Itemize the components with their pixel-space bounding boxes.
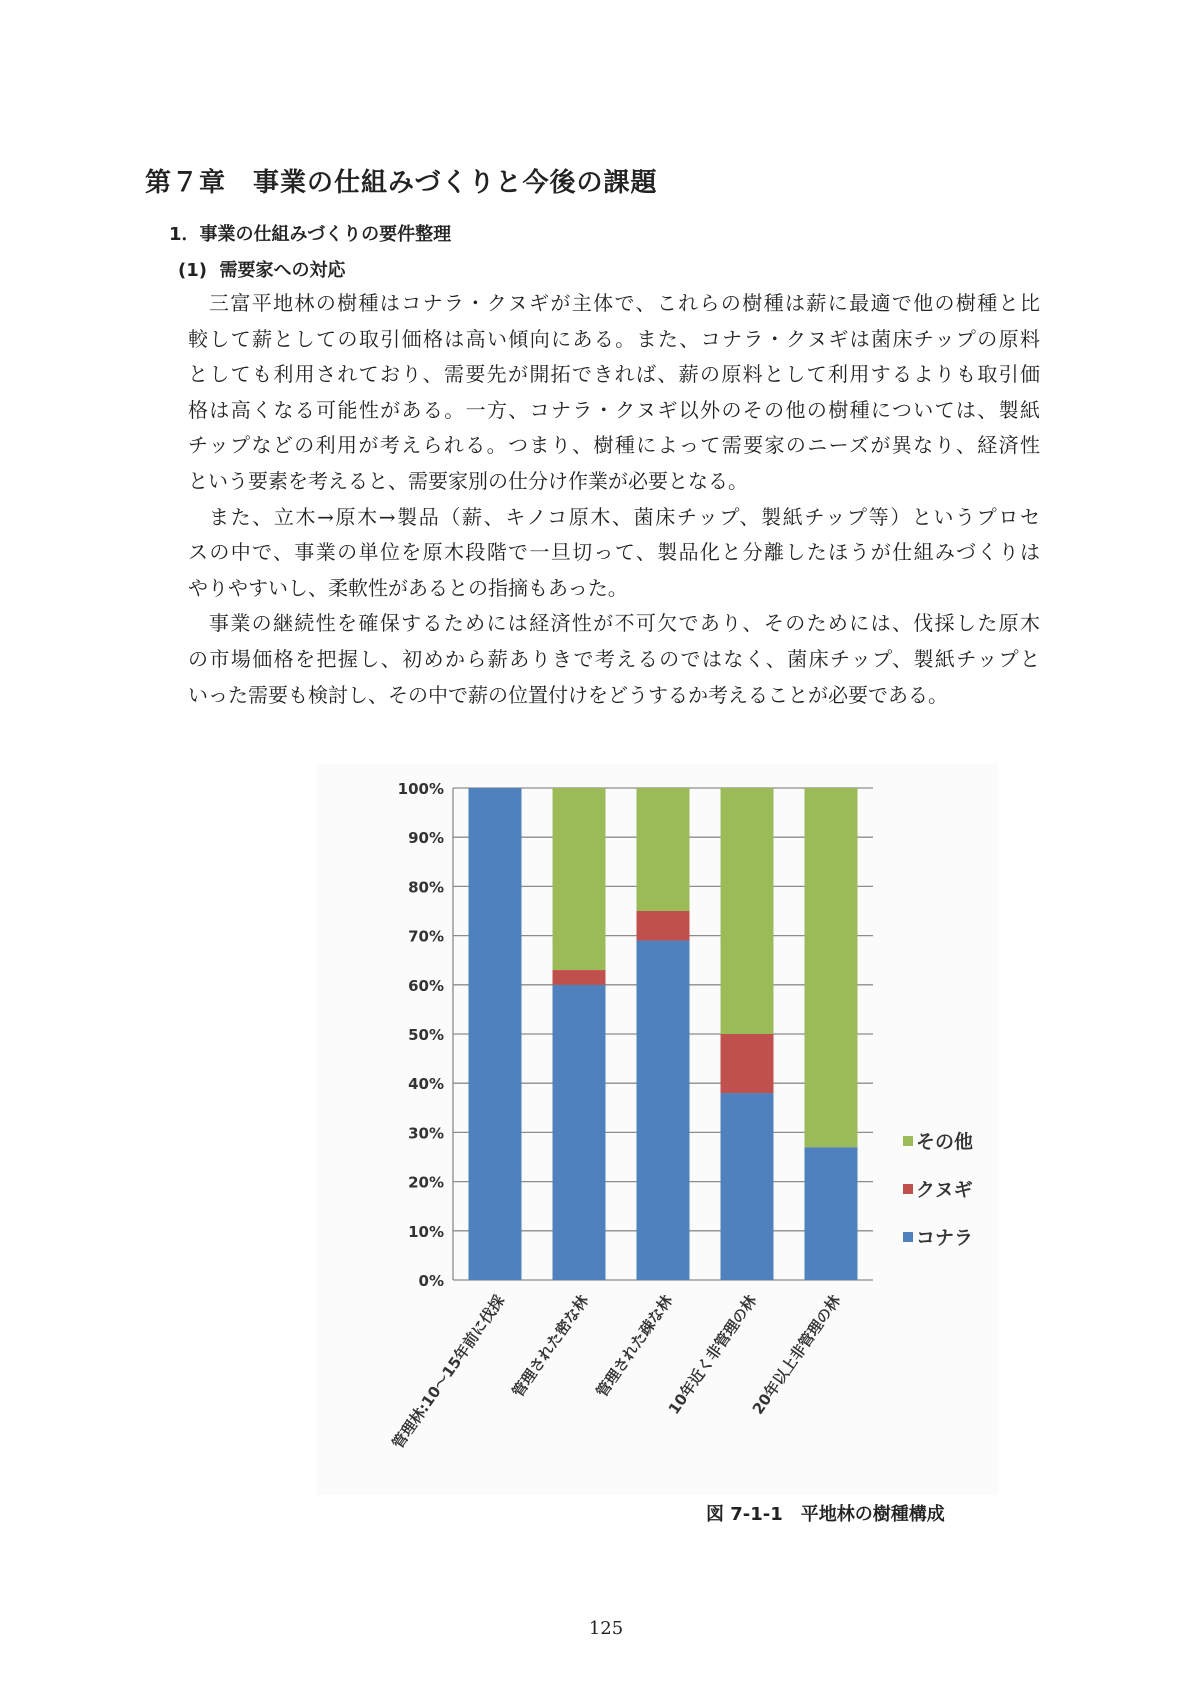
legend-label: その他 (916, 1131, 974, 1153)
x-tick-label: 20年以上非管理の林 (748, 1291, 845, 1418)
bar-segment-other (553, 788, 606, 970)
y-tick-label: 60% (408, 976, 444, 995)
y-tick-label: 90% (408, 829, 444, 848)
bar-segment-konara (721, 1093, 774, 1280)
y-tick-label: 40% (408, 1075, 444, 1094)
bar-segment-other (721, 788, 774, 1034)
figure-caption: 図 7-1-1 平地林の樹種構成 (706, 1504, 945, 1525)
bar-segment-konara (637, 941, 690, 1280)
paragraph-line: の市場価格を把握し、初めから薪ありきで考えるのではなく、菌床チップ、製紙チップと (188, 646, 1040, 671)
section-title: 1．事業の仕組みづくりの要件整理 (169, 224, 452, 245)
y-tick-label: 30% (408, 1124, 444, 1143)
y-tick-label: 10% (408, 1222, 444, 1241)
bar-segment-kunugi (637, 911, 690, 941)
paragraph-line: チップなどの利用が考えられる。つまり、樹種によって需要家のニーズが異なり、経済性 (188, 433, 1040, 458)
paragraph-line: 格は高くなる可能性がある。一方、コナラ・クヌギ以外のその他の樹種については、製紙 (188, 397, 1040, 422)
bar-segment-konara (553, 985, 606, 1280)
y-tick-label: 100% (397, 780, 444, 798)
paragraph-line: やりやすいし、柔軟性があるとの指摘もあった。 (188, 575, 628, 600)
bar-segment-other (637, 788, 690, 911)
chapter-title: 第７章 事業の仕組みづくりと今後の課題 (145, 168, 658, 198)
y-tick-label: 50% (408, 1026, 444, 1044)
y-tick-label: 70% (408, 927, 444, 946)
x-tick-label: 管理された密な林 (508, 1291, 593, 1401)
bar-segment-kunugi (553, 970, 606, 985)
paragraph-line: という要素を考えると、需要家別の仕分け作業が必要となる。 (188, 468, 748, 493)
legend-swatch (903, 1184, 913, 1194)
legend-swatch (903, 1136, 913, 1146)
bar-segment-konara (469, 788, 522, 1280)
chart-svg (316, 764, 998, 1495)
bar-segment-konara (805, 1147, 858, 1280)
x-tick-label: 10年近く非管理の林 (664, 1291, 761, 1418)
stacked-bar-chart (316, 764, 998, 1495)
paragraph-line: 事業の継続性を確保するためには経済性が不可欠であり、そのためには、伐採した原木 (209, 611, 1040, 636)
legend-label: コナラ (916, 1227, 974, 1249)
paragraph-line: いった需要も検討し、その中で薪の位置付けをどうするか考えることが必要である。 (188, 682, 948, 707)
paragraph-line: また、立木→原木→製品（薪、キノコ原木、菌床チップ、製紙チップ等）というプロセ (209, 504, 1040, 529)
body-text (188, 286, 1040, 713)
paragraph-line: としても利用されており、需要先が開拓できれば、薪の原料として利用するよりも取引価 (188, 362, 1040, 387)
x-tick-label: 管理林:10〜15年前に伐採 (388, 1291, 509, 1452)
bar-segment-kunugi (721, 1034, 774, 1093)
paragraph-line: スの中で、事業の単位を原木段階で一旦切って、製品化と分離したほうが仕組みづくりは (188, 540, 1040, 565)
y-tick-label: 80% (408, 878, 444, 897)
paragraph-line: 三富平地林の樹種はコナラ・クヌギが主体で、これらの樹種は薪に最適で他の樹種と比 (209, 291, 1040, 315)
x-tick-label: 管理された疎な林 (592, 1291, 677, 1401)
y-tick-label: 0% (418, 1272, 444, 1290)
legend-swatch (903, 1232, 913, 1242)
page-number: 125 (588, 1618, 624, 1639)
subsection-title: (1) 需要家への対応 (178, 260, 346, 281)
y-tick-label: 20% (408, 1173, 444, 1192)
paragraph-line: 較して薪としての取引価格は高い傾向にある。また、コナラ・クヌギは菌床チップの原料 (188, 326, 1040, 351)
legend-label: クヌギ (916, 1179, 973, 1201)
bar-segment-other (805, 788, 858, 1147)
